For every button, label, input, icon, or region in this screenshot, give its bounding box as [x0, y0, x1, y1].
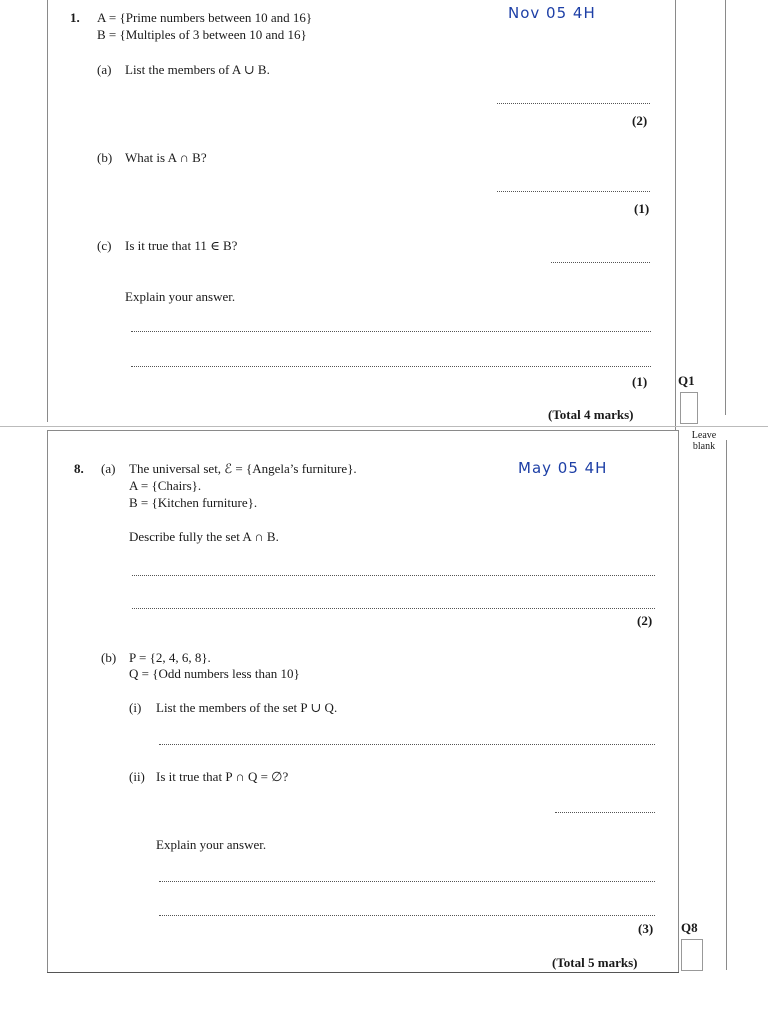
leave-blank-label: Leave blank: [691, 430, 717, 452]
answer-line[interactable]: [497, 103, 650, 104]
set-a-definition: A = {Prime numbers between 10 and 16}: [97, 10, 313, 25]
universal-set-definition: The universal set, ℰ = {Angela’s furniture}.: [129, 461, 357, 476]
far-right-line-top: [725, 0, 726, 415]
subpart-question: List the members of the set P ∪ Q.: [156, 700, 338, 715]
subpart-question: Is it true that P ∩ Q = ∅?: [156, 769, 289, 784]
marks: (3): [638, 921, 654, 936]
question-total: (Total 4 marks): [548, 407, 634, 422]
set-p-definition: P = {2, 4, 6, 8}.: [129, 650, 211, 665]
answer-line[interactable]: [159, 744, 655, 745]
marks: (2): [637, 613, 653, 628]
answer-line[interactable]: [555, 812, 655, 813]
subpart-label: (i): [129, 700, 142, 715]
margin-question-label: Q1: [678, 373, 695, 388]
far-right-line-bottom: [726, 440, 727, 970]
part-label: (a): [97, 62, 112, 77]
answer-line[interactable]: [159, 915, 655, 916]
right-margin-line-bottom: [678, 430, 679, 972]
left-margin-line-top: [47, 0, 48, 422]
marks: (1): [632, 374, 648, 389]
part-question: Describe fully the set A ∩ B.: [129, 529, 279, 544]
set-a-definition: A = {Chairs}.: [129, 478, 202, 493]
answer-line[interactable]: [497, 191, 650, 192]
answer-line[interactable]: [132, 608, 655, 609]
part-label: (a): [101, 461, 116, 476]
answer-line[interactable]: [159, 881, 655, 882]
margin-question-label: Q8: [681, 920, 698, 935]
answer-line[interactable]: [132, 575, 655, 576]
part-label: (c): [97, 238, 112, 253]
part-question: What is A ∩ B?: [125, 150, 207, 165]
set-b-definition: B = {Kitchen furniture}.: [129, 495, 258, 510]
marks-box[interactable]: [681, 939, 703, 971]
explain-prompt: Explain your answer.: [156, 837, 267, 852]
subpart-label: (ii): [129, 769, 145, 784]
set-b-definition: B = {Multiples of 3 between 10 and 16}: [97, 27, 307, 42]
part-question: List the members of A ∪ B.: [125, 62, 270, 77]
set-q-definition: Q = {Odd numbers less than 10}: [129, 666, 300, 681]
question-total: (Total 5 marks): [552, 955, 638, 970]
handwritten-note: May 05 4H: [518, 459, 608, 477]
answer-line[interactable]: [551, 262, 650, 263]
answer-line[interactable]: [131, 331, 651, 332]
question-number: 1.: [70, 10, 80, 25]
marks: (2): [632, 113, 648, 128]
part-label: (b): [101, 650, 117, 665]
marks-box[interactable]: [680, 392, 698, 424]
page2-bottom-border: [47, 972, 679, 973]
page-split-line: [0, 426, 768, 427]
handwritten-note: Nov 05 4H: [508, 4, 596, 22]
left-margin-line-bottom: [47, 430, 48, 972]
marks: (1): [634, 201, 650, 216]
page2-top-border: [47, 430, 679, 431]
part-question: Is it true that 11 ∈ B?: [125, 238, 238, 253]
right-margin-line-top: [675, 0, 676, 430]
explain-prompt: Explain your answer.: [125, 289, 236, 304]
question-number: 8.: [74, 461, 84, 476]
part-label: (b): [97, 150, 113, 165]
answer-line[interactable]: [131, 366, 651, 367]
